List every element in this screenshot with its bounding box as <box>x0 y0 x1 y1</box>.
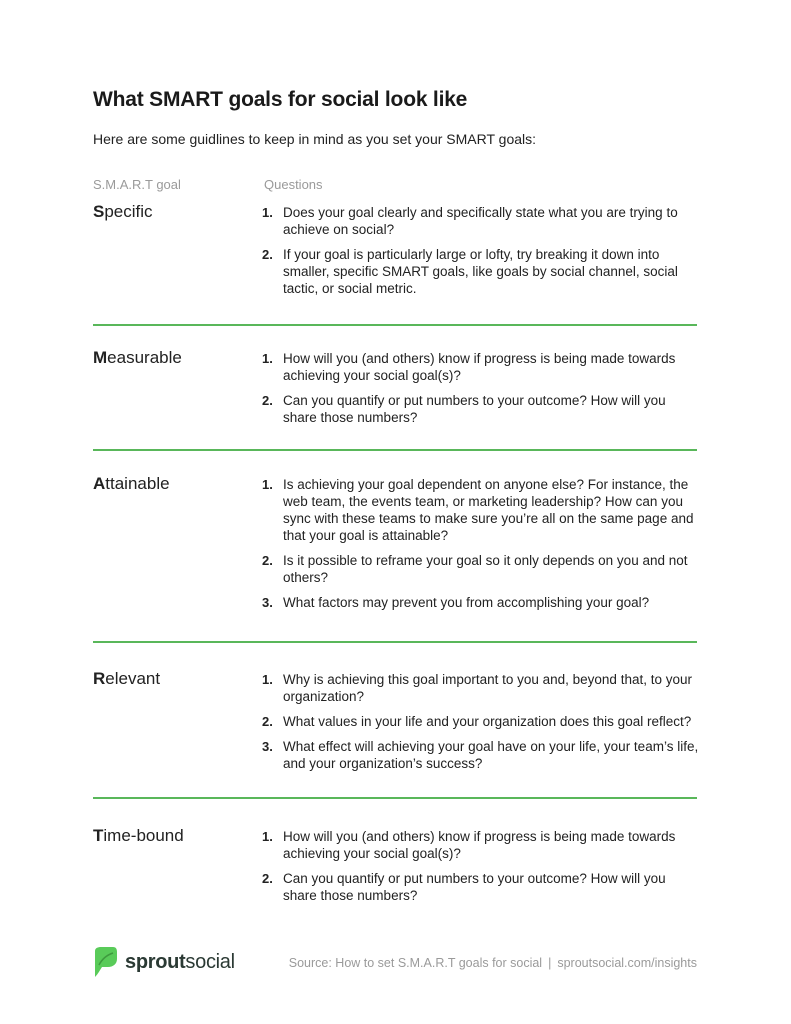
brand-wordmark: sproutsocial <box>125 950 235 973</box>
footer-source <box>289 956 697 970</box>
question-item: 2. If your goal is particularly large or lofty, try breaking it down into smaller, specific SMART goals, like goals by social channel, social tactic, or social metric. <box>262 247 678 296</box>
question-list <box>262 476 702 619</box>
section-divider <box>93 324 697 326</box>
page-title: What SMART goals for social look like <box>93 88 468 111</box>
question-item: 2. Can you quantify or put numbers to your outcome? How will you share those numbers? <box>262 393 666 425</box>
question-list <box>262 350 702 434</box>
goal-name-time-bound: Time-bound <box>93 826 184 845</box>
section-divider <box>93 641 697 643</box>
question-list <box>262 204 702 305</box>
goal-name-specific: Specific <box>93 202 153 221</box>
question-item: 1. How will you (and others) know if progress is being made towards achieving your social goal(s)? <box>262 351 676 383</box>
question-item: 2. Can you quantify or put numbers to your outcome? How will you share those numbers? <box>262 871 666 903</box>
question-item: 1. Does your goal clearly and specifically state what you are trying to achieve on social? <box>262 205 678 237</box>
source-link[interactable]: Source: How to set S.M.A.R.T goals for social <box>288 956 543 970</box>
section-divider <box>93 449 697 451</box>
question-item: 2. What values in your life and your organization does this goal reflect? <box>262 714 692 729</box>
question-item: 3. What effect will achieving your goal have on your life, your team’s life, and your organization’s success? <box>262 739 699 771</box>
question-item: 1. Is achieving your goal dependent on anyone else? For instance, the web team, the events team, or marketing leadership? How can you sync with these teams to make sure you’re all on the same page and that your goal is attainable? <box>262 477 694 543</box>
goal-name-measurable: Measurable <box>93 348 182 367</box>
question-list <box>262 828 702 912</box>
question-item: 1. How will you (and others) know if progress is being made towards achieving your social goal(s)? <box>262 829 676 861</box>
question-item: 2. Is it possible to reframe your goal so it only depends on you and not others? <box>262 553 688 585</box>
site-link[interactable]: sproutsocial.com/insights <box>557 956 697 970</box>
section-divider <box>93 797 697 799</box>
question-item: 1. Why is achieving this goal important to you and, beyond that, to your organization? <box>262 672 692 704</box>
intro-text: Here are some guidlines to keep in mind as you set your SMART goals: <box>93 131 537 147</box>
question-item: 3. What factors may prevent you from accomplishing your goal? <box>262 595 650 610</box>
column-header-questions: Questions <box>264 177 323 192</box>
footer-separator: | <box>548 956 552 970</box>
goal-name-relevant: Relevant <box>93 669 161 688</box>
column-header-goal: S.M.A.R.T goal <box>93 177 181 192</box>
question-list <box>262 671 702 780</box>
goal-name-attainable: Attainable <box>93 474 170 493</box>
sprout-leaf-icon <box>93 947 117 977</box>
sprout-social-logo <box>93 947 235 977</box>
